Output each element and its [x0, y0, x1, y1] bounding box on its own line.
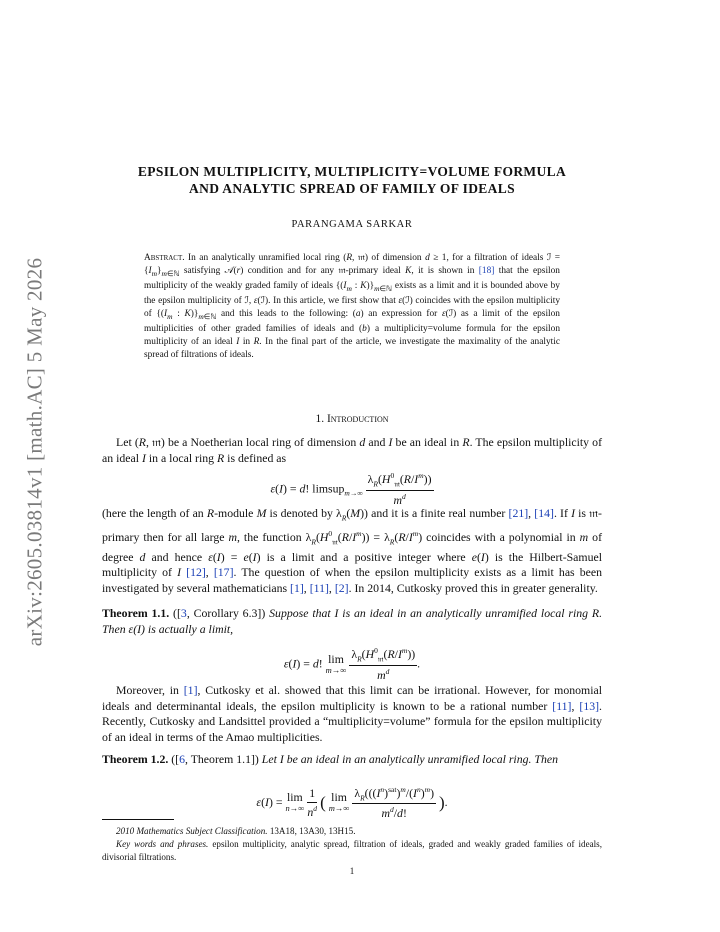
- citation-link[interactable]: [21]: [508, 506, 529, 520]
- section-number: 1.: [315, 413, 325, 425]
- theorem-1-2: Theorem 1.2. ([6, Theorem 1.1]) Let I be an ideal in an analytically unramified local ring. Then: [102, 752, 558, 766]
- theorem-1-1: Theorem 1.1. ([3, Corollary 6.3]) Suppose that I is an ideal in an analytically unramified local ring R. Then ε(I) is actually a limit,: [102, 606, 603, 636]
- footnote-msc-label: 2010 Mathematics Subject Classification.: [116, 826, 268, 836]
- citation-link[interactable]: [13]: [579, 698, 600, 713]
- footnote-keywords: [102, 838, 602, 864]
- arxiv-identifier-text: arXiv:2605.03814v1 [math.AC] 5 May 2026: [22, 257, 47, 647]
- arxiv-identifier-stamp: [6, 245, 64, 660]
- citation-link[interactable]: [11]: [552, 698, 572, 713]
- section-heading-introduction: [102, 413, 602, 425]
- title-line-2: AND ANALYTIC SPREAD OF FAMILY OF IDEALS: [189, 181, 515, 196]
- abstract-label: Abstract.: [144, 253, 185, 263]
- footnote-rule: [102, 819, 174, 820]
- equation-epsilon-amao: ε(I) = lim n→∞ $\frac{1}{n^d}$ ( lim m→∞ $\frac{\lambda_R(((I^n)^{sat})^m/(I^n)^m)}{m^d/d!}$ ).: [256, 785, 448, 821]
- citation-link[interactable]: 6: [179, 752, 186, 766]
- author-name: PARANGAMA SARKAR: [291, 219, 413, 230]
- theorem-1-2-cite-detail: , Theorem 1.1]): [185, 752, 259, 766]
- section-title: Introduction: [326, 413, 389, 425]
- paper-title: [102, 163, 602, 197]
- footnote-msc-codes: 13A18, 13A30, 13H15.: [267, 826, 356, 836]
- equation-epsilon-limit: ε(I) = d! lim m→∞ $\frac{\lambda_R(H^0_𝔪(R/I^m))}{m^d}$ .: [283, 646, 421, 683]
- citation-link[interactable]: [17]: [213, 565, 234, 580]
- intro-paragraph-3: Moreover, in [1], Cutkosky et al. showed that this limit can be irrational. However, for monomial ideals and determinantal ideals, the epsilon multiplicity is known to be a rational number [11], [13]. Recently, Cutkosky and Landsittel provided a “multiplicity=volume” formula for the epsilon multiplicity of an ideal in terms of the Amao multiplicities.: [102, 683, 602, 744]
- title-line-1: EPSILON MULTIPLICITY, MULTIPLICITY=VOLUME FORMULA: [137, 164, 567, 179]
- citation-link[interactable]: [18]: [478, 266, 495, 276]
- citation-link[interactable]: [2]: [334, 581, 349, 596]
- theorem-1-1-label: Theorem 1.1.: [102, 606, 170, 620]
- theorem-1-2-label: Theorem 1.2.: [102, 752, 169, 766]
- footnote-keywords-text: epsilon multiplicity, analytic spread, filtration of ideals, graded and weakly graded families of ideals, divisorial filtrations.: [102, 839, 602, 862]
- intro-paragraph-2: (here the length of an R-module M is denoted by $\lambda_R(M)$) and it is a finite real number [21], [14]. If I is 𝔪-primary then for all large m, the function $\lambda_R(H^0_𝔪(R/I^m)) = \lambda_R(R/I^m)$ coincides with a polynomial in m of degree d and hence ε(I) = e(I) is a limit and a positive integer where e(I) is the Hilbert-Samuel multiplicity of I [12], [17]. The question of when the epsilon multiplicity exists as a limit has been investigated by several mathematicians [1], [11], [2]. In 2014, Cutkosky proved this in greater generality.: [102, 506, 603, 596]
- footnote-msc: [102, 825, 602, 838]
- equation-epsilon-definition: ε(I) = d! limsup$_{m\to\infty}$ $\frac{\lambda_R(H^0_𝔪(R/I^m))}{m^d}$: [270, 471, 432, 508]
- footnotes: [102, 825, 602, 864]
- page-number: 1: [349, 866, 355, 876]
- abstract: Abstract. In an analytically unramified local ring (R, 𝔪) of dimension d ≥ 1, for a filtration of ideals ℐ = $\{I_m\}_{m\in ℕ}$ satisfying 𝒜(r) condition and for any 𝔪-primary ideal K, it is shown in [18] that the epsilon multiplicity of the weakly graded family of ideals {($I_m$ : $K)\}_{m\in ℕ}$ exists as a limit and it is bounded above by the epsilon multiplicity of ℐ, ε(ℐ). In this article, we first show that ε(ℐ) coincides with the epsilon multiplicity of {($I_m$ : $K)\}_{m\in ℕ}$ and this leads to the following: (a) an expression for ε(ℐ) as a limit of the epsilon multiplicities of other graded families of ideals and (b) a multiplicity=volume formula for the epsilon multiplicity of an ideal I in R. In the final part of the article, we investigate the maximality of the analytic spread of filtrations of ideals.: [144, 253, 561, 360]
- citation-link[interactable]: 3: [180, 606, 187, 620]
- citation-link[interactable]: [1]: [183, 683, 198, 697]
- citation-link[interactable]: [12]: [186, 565, 206, 580]
- theorem-1-1-cite-detail: , Corollary 6.3]): [186, 606, 266, 620]
- citation-link[interactable]: [1]: [290, 581, 304, 596]
- intro-paragraph-1: Let (R, 𝔪) be a Noetherian local ring of dimension d and I be an ideal in R. The epsilon multiplicity of an ideal I in a local ring R is defined as: [102, 435, 603, 465]
- citation-link[interactable]: [14]: [534, 506, 554, 520]
- citation-link[interactable]: [11]: [309, 581, 329, 596]
- footnote-keywords-label: Key words and phrases.: [116, 839, 209, 849]
